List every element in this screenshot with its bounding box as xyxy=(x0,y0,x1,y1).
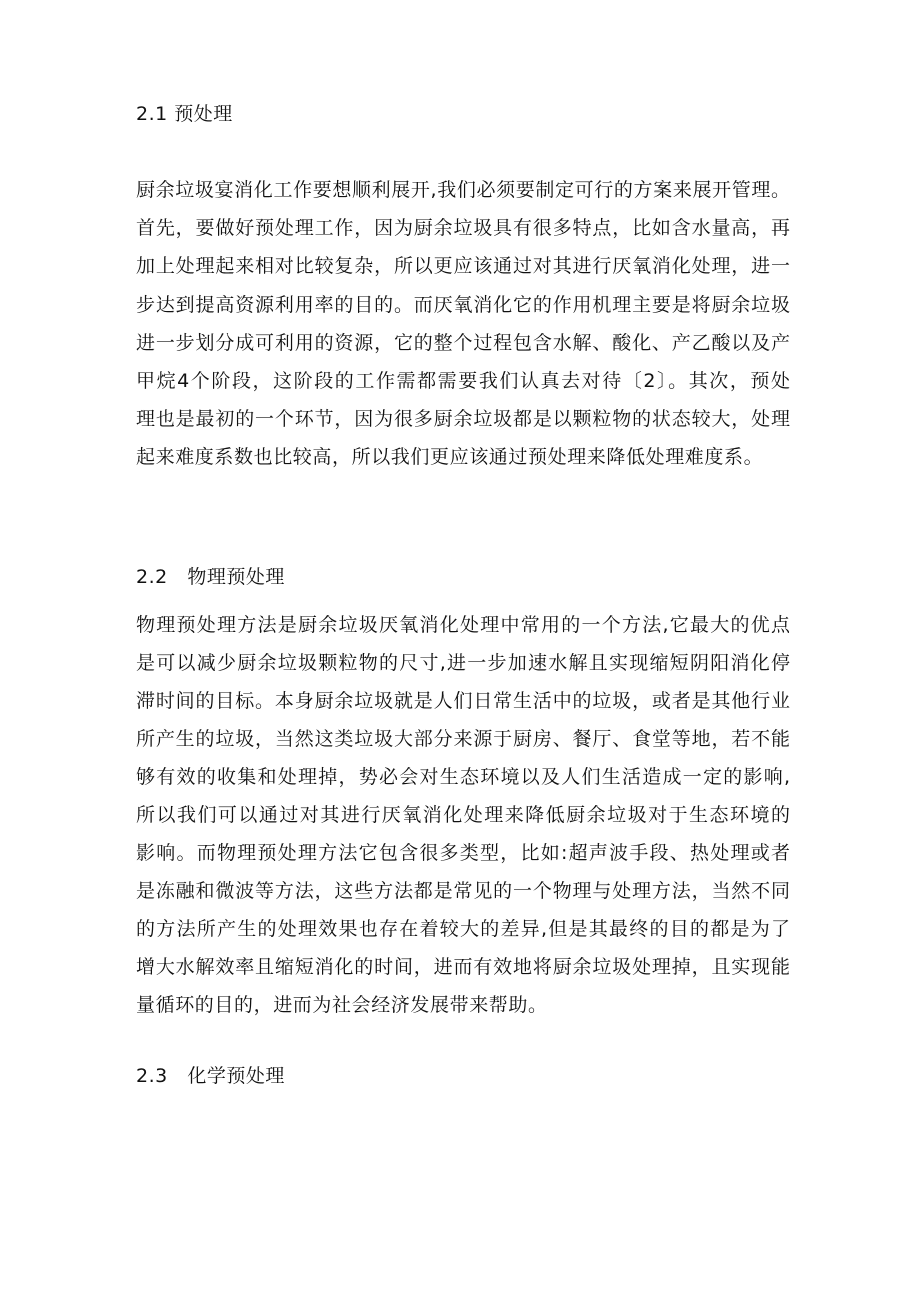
paragraph-line: 厨余垃圾宴消化工作要想顺利展开,我们必须要制定可行的方案来展开管理。 xyxy=(136,179,790,201)
paragraph-line: 所产生的垃圾，当然这类垃圾大部分来源于厨房、餐厅、食堂等地，若不能 xyxy=(136,728,790,750)
paragraph-line: 是冻融和微波等方法，这些方法都是常见的一个物理与处理方法，当然不同 xyxy=(136,880,790,902)
paragraph-line: 进一步划分成可利用的资源，它的整个过程包含水解、酸化、产乙酸以及产 xyxy=(136,332,790,354)
paragraph-line: 物理预处理方法是厨余垃圾厌氧消化处理中常用的一个方法,它最大的优点 xyxy=(136,614,790,636)
paragraph-line: 加上处理起来相对比较复杂，所以更应该通过对其进行厌氧消化处理，进一 xyxy=(136,255,790,277)
paragraph-line: 首先，要做好预处理工作，因为厨余垃圾具有很多特点，比如含水量高，再 xyxy=(136,217,790,239)
paragraph-line: 增大水解效率且缩短消化的时间，进而有效地将厨余垃圾处理掉，且实现能 xyxy=(136,956,790,978)
section-heading-2-1: 2.1 预处理 xyxy=(136,103,233,125)
section-heading-2-2: 2.2 物理预处理 xyxy=(136,566,285,588)
paragraph-line: 滞时间的目标。本身厨余垃圾就是人们日常生活中的垃圾，或者是其他行业 xyxy=(136,690,790,712)
paragraph-line: 所以我们可以通过对其进行厌氧消化处理来降低厨余垃圾对于生态环境的 xyxy=(136,804,790,826)
section-heading-2-3: 2.3 化学预处理 xyxy=(136,1065,285,1087)
paragraph-line: 够有效的收集和处理掉，势必会对生态环境以及人们生活造成一定的影响, xyxy=(136,766,790,788)
paragraph-line: 步达到提高资源利用率的目的。而厌氧消化它的作用机理主要是将厨余垃圾 xyxy=(136,294,790,316)
paragraph-line: 的方法所产生的处理效果也存在着较大的差异,但是其最终的目的都是为了 xyxy=(136,918,790,940)
paragraph-line: 理也是最初的一个环节，因为很多厨余垃圾都是以颗粒物的状态较大，处理 xyxy=(136,408,790,430)
paragraph-line: 影响。而物理预处理方法它包含很多类型，比如:超声波手段、热处理或者 xyxy=(136,842,790,864)
paragraph-line: 起来难度系数也比较高，所以我们更应该通过预处理来降低处理难度系。 xyxy=(136,446,764,468)
paragraph-line: 量循环的目的，进而为社会经济发展带来帮助。 xyxy=(136,994,548,1016)
paragraph-line: 是可以减少厨余垃圾颗粒物的尺寸,进一步加速水解且实现缩短阴阳消化停 xyxy=(136,652,790,674)
paragraph-line: 甲烷4个阶段，这阶段的工作需都需要我们认真去对待〔2〕。其次，预处 xyxy=(136,370,790,392)
